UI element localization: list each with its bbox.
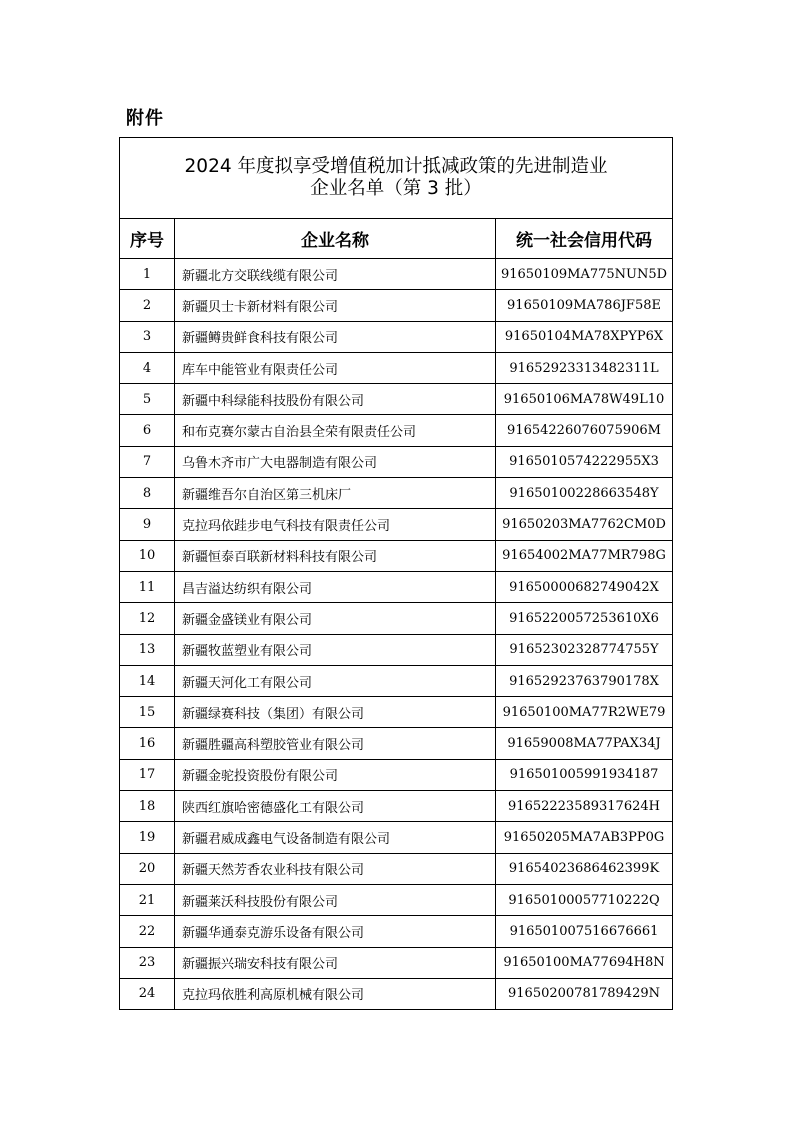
table-header-row [120, 219, 673, 259]
row-index: 9 [120, 509, 175, 540]
row-index: 24 [120, 978, 175, 1009]
column-header-name: 企业名称 [175, 219, 496, 259]
row-index: 12 [120, 603, 175, 634]
attachment-label: 附件 [126, 108, 164, 129]
enterprise-name: 新疆君威成鑫电气设备制造有限公司 [175, 822, 496, 853]
row-index: 3 [120, 321, 175, 352]
credit-code: 91652302328774755Y [496, 634, 673, 665]
credit-code: 91652923313482311L [496, 352, 673, 383]
table-row [120, 415, 673, 446]
table-row [120, 759, 673, 790]
row-index: 15 [120, 697, 175, 728]
table-row [120, 978, 673, 1009]
enterprise-name: 陕西红旗哈密德盛化工有限公司 [175, 791, 496, 822]
row-index: 23 [120, 947, 175, 978]
credit-code: 91650100MA77R2WE79 [496, 697, 673, 728]
row-index: 17 [120, 759, 175, 790]
enterprise-name: 新疆金驼投资股份有限公司 [175, 759, 496, 790]
enterprise-name: 克拉玛依跬步电气科技有限责任公司 [175, 509, 496, 540]
row-index: 20 [120, 853, 175, 884]
table-row [120, 697, 673, 728]
table-row [120, 290, 673, 321]
credit-code: 91650106MA78W49L10 [496, 384, 673, 415]
table-row [120, 884, 673, 915]
row-index: 6 [120, 415, 175, 446]
enterprise-name: 乌鲁木齐市广大电器制造有限公司 [175, 446, 496, 477]
credit-code: 91650100057710222Q [496, 884, 673, 915]
table-row [120, 571, 673, 602]
row-index: 4 [120, 352, 175, 383]
table-row [120, 321, 673, 352]
row-index: 2 [120, 290, 175, 321]
enterprise-name: 和布克赛尔蒙古自治县全荣有限责任公司 [175, 415, 496, 446]
enterprise-name: 新疆中科绿能科技股份有限公司 [175, 384, 496, 415]
enterprise-table [119, 137, 673, 1010]
enterprise-name: 新疆鳟贵鲜食科技有限公司 [175, 321, 496, 352]
credit-code: 91650205MA7AB3PP0G [496, 822, 673, 853]
credit-code: 916501007516676661 [496, 916, 673, 947]
credit-code: 91650100228663548Y [496, 478, 673, 509]
enterprise-name: 新疆贝士卡新材料有限公司 [175, 290, 496, 321]
credit-code: 91650203MA7762CM0D [496, 509, 673, 540]
credit-code: 9165220057253610X6 [496, 603, 673, 634]
enterprise-name: 新疆恒泰百联新材料科技有限公司 [175, 540, 496, 571]
row-index: 14 [120, 665, 175, 696]
credit-code: 91659008MA77PAX34J [496, 728, 673, 759]
credit-code: 91650109MA786JF58E [496, 290, 673, 321]
column-header-index: 序号 [120, 219, 175, 259]
table-row [120, 853, 673, 884]
enterprise-name: 新疆华通泰克游乐设备有限公司 [175, 916, 496, 947]
table-row [120, 603, 673, 634]
credit-code: 91650109MA775NUN5D [496, 259, 673, 290]
table-title [120, 138, 673, 219]
table-title-line-1: 2024 年度拟享受增值税加计抵减政策的先进制造业 [184, 156, 608, 177]
credit-code: 91650100MA77694H8N [496, 947, 673, 978]
table-row [120, 446, 673, 477]
table-row [120, 478, 673, 509]
credit-code: 91654002MA77MR798G [496, 540, 673, 571]
enterprise-name: 克拉玛依胜利高原机械有限公司 [175, 978, 496, 1009]
credit-code: 91650104MA78XPYP6X [496, 321, 673, 352]
credit-code: 916501005991934187 [496, 759, 673, 790]
column-header-credit-code: 统一社会信用代码 [496, 219, 673, 259]
enterprise-name: 新疆莱沃科技股份有限公司 [175, 884, 496, 915]
enterprise-name: 新疆维吾尔自治区第三机床厂 [175, 478, 496, 509]
enterprise-name: 新疆天河化工有限公司 [175, 665, 496, 696]
table-row [120, 728, 673, 759]
row-index: 8 [120, 478, 175, 509]
table-row [120, 822, 673, 853]
table-row [120, 259, 673, 290]
table-row [120, 791, 673, 822]
enterprise-name: 新疆胜疆高科塑胶管业有限公司 [175, 728, 496, 759]
enterprise-name: 新疆绿赛科技（集团）有限公司 [175, 697, 496, 728]
row-index: 1 [120, 259, 175, 290]
table-row [120, 540, 673, 571]
enterprise-name: 新疆北方交联线缆有限公司 [175, 259, 496, 290]
credit-code: 9165000068274904​2X [496, 571, 673, 602]
credit-code: 91650200781789429N [496, 978, 673, 1009]
row-index: 13 [120, 634, 175, 665]
table-row [120, 947, 673, 978]
table-row [120, 916, 673, 947]
table-title-row [120, 138, 673, 219]
credit-code: 9165010574222955X3 [496, 446, 673, 477]
row-index: 11 [120, 571, 175, 602]
enterprise-name: 库车中能管业有限责任公司 [175, 352, 496, 383]
credit-code: 91654226076075906M [496, 415, 673, 446]
table-row [120, 634, 673, 665]
enterprise-name: 新疆振兴瑞安科技有限公司 [175, 947, 496, 978]
row-index: 16 [120, 728, 175, 759]
row-index: 5 [120, 384, 175, 415]
table-title-line-2: 企业名单（第 3 批） [310, 178, 482, 199]
row-index: 18 [120, 791, 175, 822]
row-index: 21 [120, 884, 175, 915]
table-row [120, 665, 673, 696]
enterprise-name: 昌吉溢达纺织有限公司 [175, 571, 496, 602]
enterprise-name: 新疆金盛镁业有限公司 [175, 603, 496, 634]
row-index: 7 [120, 446, 175, 477]
row-index: 19 [120, 822, 175, 853]
table-row [120, 509, 673, 540]
credit-code: 91654023686462399K [496, 853, 673, 884]
credit-code: 91652223589317624H [496, 791, 673, 822]
table-row [120, 384, 673, 415]
enterprise-name: 新疆天然芳香农业科技有限公司 [175, 853, 496, 884]
row-index: 22 [120, 916, 175, 947]
enterprise-name: 新疆牧蓝塑业有限公司 [175, 634, 496, 665]
credit-code: 91652923763790178X [496, 665, 673, 696]
table-row [120, 352, 673, 383]
row-index: 10 [120, 540, 175, 571]
